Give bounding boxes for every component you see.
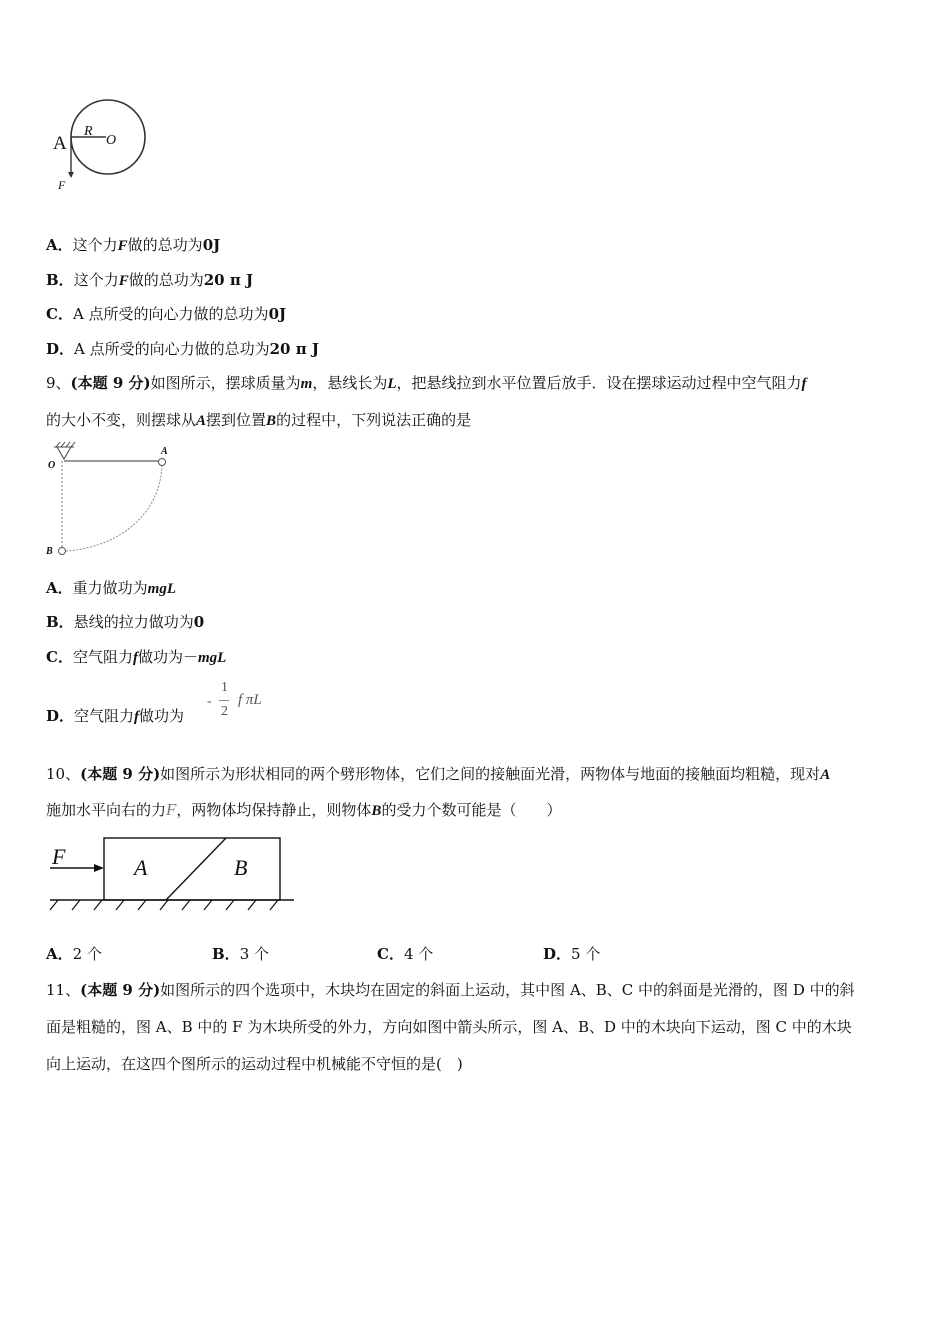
q10-block-outline [104, 838, 280, 900]
q9-option-c[interactable]: C．空气阻力f做功为－mgL [46, 648, 227, 666]
q10-stem-line2: 施加水平向右的力F，两物体均保持静止，则物体B的受力个数可能是（ ） [46, 800, 562, 819]
q8-option-d[interactable]: D．A 点所受的向心力做的总功为20 π J [46, 340, 320, 358]
q9-stem-line1: 9、(本题 9 分)如图所示，摆球质量为m，悬线长为L，把悬线拉到水平位置后放手．设在摆球运动过程中空气阻力f [46, 374, 807, 392]
q10-option-b[interactable]: B．3 个 [212, 945, 269, 963]
q9-option-b[interactable]: B．悬线的拉力做功为0 [46, 613, 205, 631]
q10-fig-label-a: A [134, 855, 148, 880]
q8-point-label: A [53, 133, 67, 154]
q9-swing-arc [66, 465, 162, 551]
q9-ball-a [159, 459, 166, 466]
q9-ball-b [59, 548, 66, 555]
q10-stem-line1: 10、(本题 9 分)如图所示为形状相同的两个劈形物体，它们之间的接触面光滑，两物体与地面的接触面均粗糙，现对A [46, 765, 831, 783]
q8-option-a[interactable]: A．这个力F做的总功为0J [46, 236, 221, 254]
q8-circle-figure [48, 96, 152, 196]
q9-option-a[interactable]: A．重力做功为mgL [46, 579, 176, 597]
q9-option-d[interactable]: D．空气阻力f做功为 [46, 707, 185, 725]
q10-wedges-figure [46, 834, 298, 916]
q11-stem-line2: 面是粗糙的，图 A、B 中的 F 为木块所受的外力，方向如图中箭头所示，图 A、B、D 中的木块向下运动，图 C 中的木块 [46, 1018, 852, 1036]
q9-label-o: O [48, 460, 56, 471]
q10-contact-surface [166, 838, 226, 900]
q9-label-b: B [46, 546, 53, 557]
q8-option-c[interactable]: C．A 点所受的向心力做的总功为0J [46, 305, 287, 323]
q10-fig-label-b: B [234, 855, 248, 880]
q10-option-a[interactable]: A．2 个 [46, 945, 102, 963]
q8-center-label: O [106, 133, 117, 148]
q10-option-d[interactable]: D．5 个 [543, 945, 601, 963]
q9-ceiling-hatch [56, 442, 75, 447]
q10-option-c[interactable]: C．4 个 [377, 945, 434, 963]
q8-option-b[interactable]: B．这个力F做的总功为20 π J [46, 271, 254, 289]
q8-radius-label: R [84, 124, 93, 139]
q10-fig-force-label: F [52, 844, 66, 869]
q9-pivot [57, 447, 71, 459]
q9-label-a: A [161, 446, 168, 457]
q11-stem-line1: 11、(本题 9 分)如图所示的四个选项中，木块均在固定的斜面上运动，其中图 A、B、C 中的斜面是光滑的，图 D 中的斜 [46, 981, 855, 999]
q10-ground-hatch [50, 900, 278, 910]
q9-pendulum-figure [44, 438, 176, 562]
q9-stem-line2: 的大小不变，则摆球从A摆到位置B的过程中，下列说法正确的是 [46, 411, 472, 429]
q8-force-label: F [58, 178, 66, 192]
q8-force-arrowhead [68, 172, 74, 178]
q10-force-arrowhead [94, 864, 104, 872]
q11-stem-line3: 向上运动，在这四个图所示的运动过程中机械能不守恒的是( ) [46, 1055, 463, 1073]
